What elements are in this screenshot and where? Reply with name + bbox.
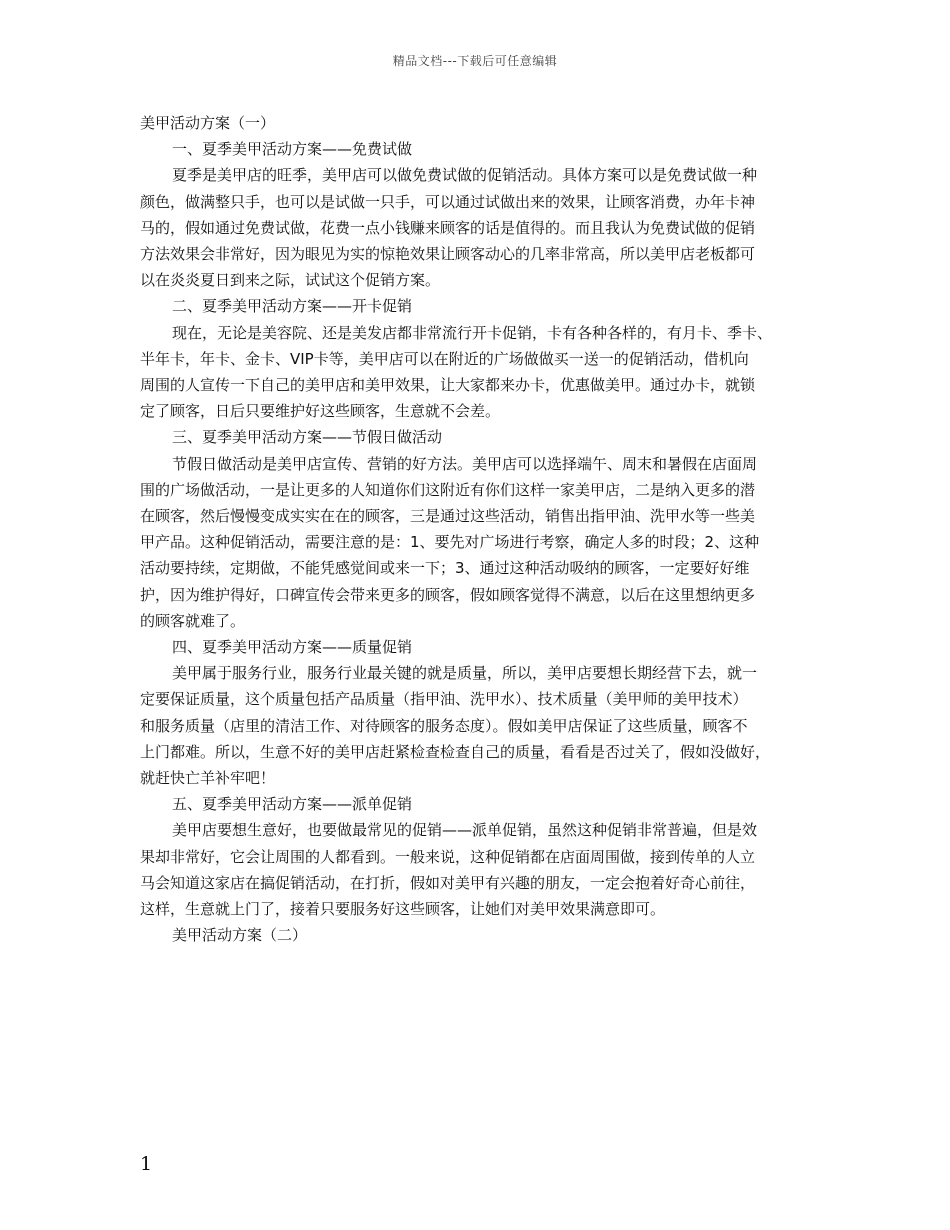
paragraph-line: 美甲属于服务行业，服务行业最关键的就是质量，所以，美甲店要想长期经营下去，就一: [172, 664, 758, 683]
paragraph-line: 果却非常好，它会让周围的人都看到。一般来说，这种促销都在店面周围做，接到传单的人立: [140, 847, 756, 866]
paragraph-line: 这样，生意就上门了，接着只要服务好这些顾客，让她们对美甲效果满意即可。: [140, 900, 666, 919]
document-body: [140, 110, 820, 949]
section-heading: 一、夏季美甲活动方案——免费试做: [172, 140, 413, 159]
paragraph-line: 在顾客，然后慢慢变成实实在在的顾客，三是通过这些活动，销售出指甲油、洗甲水等一些美: [140, 507, 756, 526]
paragraph-line: 护，因为维护得好，口碑宣传会带来更多的顾客，假如顾客觉得不满意，以后在这里想纳更多: [140, 585, 756, 604]
paragraph-line: 美甲店要想生意好，也要做最常见的促销——派单促销，虽然这种促销非常普遍，但是效: [172, 821, 758, 840]
section-heading: 三、夏季美甲活动方案——节假日做活动: [172, 428, 443, 447]
paragraph-line: 马的，假如通过免费试做，花费一点小钱赚来顾客的话是值得的。而且我认为免费试做的促销: [140, 218, 756, 237]
paragraph-line: 夏季是美甲店的旺季，美甲店可以做免费试做的促销活动。具体方案可以是免费试做一种: [172, 166, 758, 185]
paragraph-line: 马会知道这家店在搞促销活动，在打折，假如对美甲有兴趣的朋友，一定会抱着好奇心前往，: [140, 873, 756, 892]
paragraph-line: 的顾客就难了。: [140, 611, 246, 630]
paragraph-line: 定了顾客，日后只要维护好这些顾客，生意就不会差。: [140, 402, 501, 421]
paragraph-line: 围的广场做活动，一是让更多的人知道你们这附近有你们这样一家美甲店，二是纳入更多的潜: [140, 480, 756, 499]
section-heading: 二、夏季美甲活动方案——开卡促销: [172, 297, 413, 316]
next-section-title: 美甲活动方案（二）: [172, 926, 308, 945]
paragraph-line: 现在，无论是美容院、还是美发店都非常流行开卡促销，卡有各种各样的，有月卡、季卡、: [172, 323, 773, 342]
paragraph-line: 就赶快亡羊补牢吧！: [140, 769, 276, 788]
paragraph-line: 和服务质量（店里的清洁工作、对待顾客的服务态度）。假如美甲店保证了这些质量，顾客不: [140, 716, 748, 735]
page-header: 精品文档---下载后可任意编辑: [392, 54, 558, 68]
section-heading: 四、夏季美甲活动方案——质量促销: [172, 638, 413, 657]
paragraph-line: 定要保证质量，这个质量包括产品质量（指甲油、洗甲水）、技术质量（美甲师的美甲技术）: [140, 690, 748, 709]
paragraph-line: 方法效果会非常好，因为眼见为实的惊艳效果让顾客动心的几率非常高，所以美甲店老板都可: [140, 245, 756, 264]
section-heading: 五、夏季美甲活动方案——派单促销: [172, 795, 413, 814]
paragraph-line: 颜色，做满整只手，也可以是试做一只手，可以通过试做出来的效果，让顾客消费，办年卡神: [140, 192, 756, 211]
paragraph-line: 以在炎炎夏日到来之际，试试这个促销方案。: [140, 271, 441, 290]
paragraph-line: 周围的人宣传一下自己的美甲店和美甲效果，让大家都来办卡，优惠做美甲。通过办卡，就锁: [140, 376, 756, 395]
paragraph-line: 甲产品。这种促销活动，需要注意的是：1、要先对广场进行考察，确定人多的时段；2、这种: [140, 533, 760, 552]
paragraph-line: 活动要持续，定期做，不能凭感觉间或来一下；3、通过这种活动吸纳的顾客，一定要好好维: [140, 559, 750, 578]
document-title: 美甲活动方案（一）: [140, 114, 276, 132]
paragraph-line: 半年卡，年卡、金卡、VIP卡等，美甲店可以在附近的广场做做买一送一的促销活动，借机向: [140, 349, 749, 368]
paragraph-line: 节假日做活动是美甲店宣传、营销的好方法。美甲店可以选择端午、周末和暑假在店面周: [172, 454, 758, 473]
paragraph-line: 上门都难。所以，生意不好的美甲店赶紧检查检查自己的质量，看看是否过关了，假如没做好，: [140, 742, 771, 761]
page-number: 1: [140, 1153, 153, 1175]
